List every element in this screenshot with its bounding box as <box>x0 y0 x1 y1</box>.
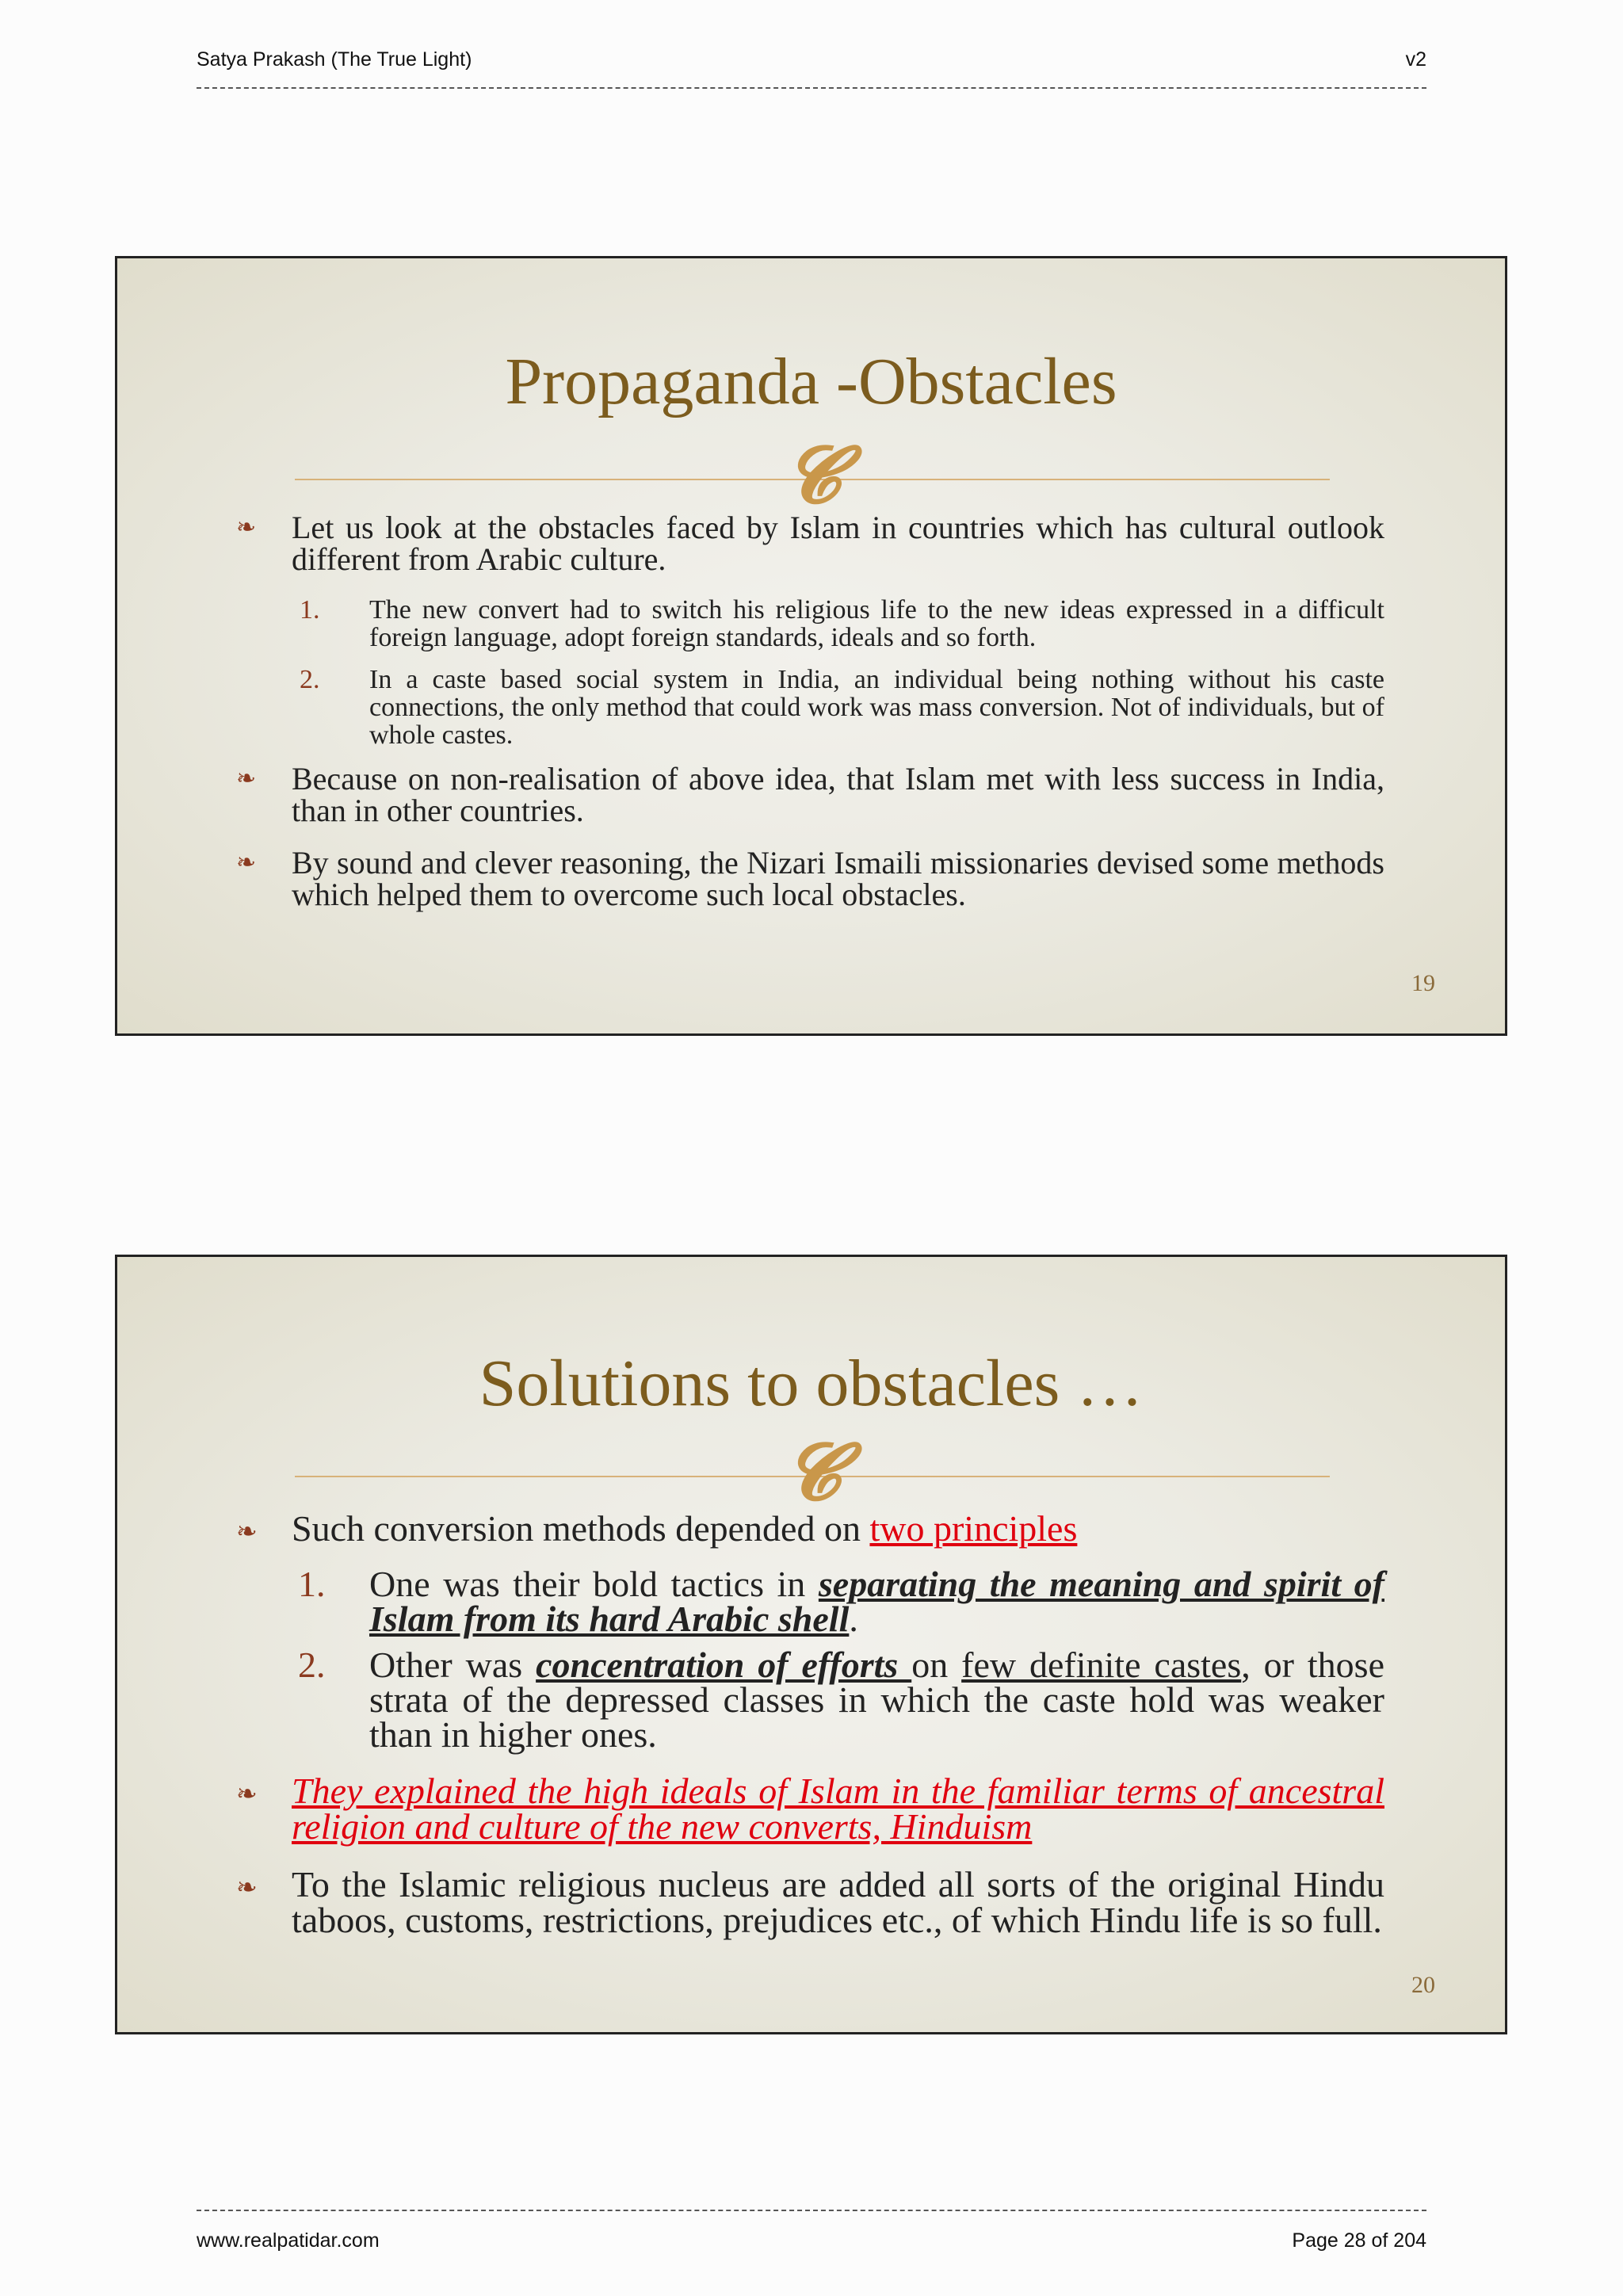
flourish-ornament-icon: 𝓒 <box>785 1427 840 1518</box>
footer-website: www.realpatidar.com <box>197 2229 380 2252</box>
fleuron-bullet-icon: ❧ <box>236 765 257 793</box>
slide-title: Propaganda -Obstacles <box>505 345 1117 418</box>
item-text-end: , or those strata of the depressed classes in which the caste hold was weaker than in higher ones. <box>369 1645 1384 1755</box>
bullet-text: To the Islamic religious nucleus are added all sorts of the original Hindu taboos, customs, restrictions, prejudices etc., of which Hindu life is so full. <box>292 1864 1384 1940</box>
bullet-item <box>117 1508 1505 1549</box>
underlined-phrase: few definite castes <box>961 1645 1242 1685</box>
bullet-item <box>117 1866 1505 1938</box>
flourish-ornament-icon: 𝓒 <box>785 430 840 521</box>
item-number: 2. <box>298 1645 326 1685</box>
numbered-list <box>117 1564 1505 1755</box>
item-text-mid: on <box>911 1645 962 1685</box>
bullet-text: Let us look at the obstacles faced by Islam in countries which has cultural outlook different from Arabic culture. <box>292 510 1384 577</box>
emphasized-phrase: separating the meaning and spirit of Islam from its hard Arabic shell <box>369 1564 1384 1639</box>
fleuron-bullet-icon: ❧ <box>236 1872 258 1902</box>
footer-divider <box>197 2210 1426 2211</box>
fleuron-bullet-icon: ❧ <box>236 849 257 877</box>
document-header-title: Satya Prakash (The True Light) <box>197 48 472 71</box>
bullet-item <box>117 763 1505 827</box>
slide-body <box>117 512 1505 931</box>
numbered-list <box>117 596 1505 749</box>
slide-body <box>117 1508 1505 1960</box>
slide-title: Solutions to obstacles … <box>479 1347 1144 1420</box>
item-number: 1. <box>300 595 320 625</box>
slide-19 <box>115 256 1507 1036</box>
item-text: In a caste based social system in India, an individual being nothing without his caste connections, the only method that could work was mass conversion. Not of individuals, but of whole castes. <box>369 665 1384 750</box>
fleuron-bullet-icon: ❧ <box>236 1778 258 1809</box>
slide-number: 20 <box>1411 1972 1435 1998</box>
emphasized-phrase: concentration of efforts <box>536 1645 912 1685</box>
bullet-text: Because on non-realisation of above idea, that Islam met with less success in India, than in other countries. <box>292 761 1384 828</box>
fleuron-bullet-icon: ❧ <box>236 1516 258 1546</box>
slide-number: 19 <box>1411 970 1435 996</box>
bullet-item <box>117 847 1505 911</box>
header-divider <box>197 87 1426 89</box>
slide-20 <box>115 1255 1507 2034</box>
numbered-item <box>117 596 1505 651</box>
footer-page-number: Page 28 of 204 <box>1292 2229 1426 2252</box>
document-header-version: v2 <box>1405 48 1426 71</box>
item-text: One was their bold tactics in <box>369 1564 819 1604</box>
highlighted-phrase: two principles <box>869 1508 1078 1549</box>
bullet-item <box>117 1771 1505 1847</box>
item-number: 1. <box>298 1564 326 1604</box>
numbered-item <box>117 1564 1505 1639</box>
item-text: The new convert had to switch his religious life to the new ideas expressed in a difficult foreign language, adopt foreign standards, ideals and so forth. <box>369 595 1384 652</box>
bullet-text: Such conversion methods depended on <box>292 1508 870 1549</box>
numbered-item <box>117 666 1505 749</box>
bullet-item <box>117 512 1505 575</box>
item-text: Other was <box>369 1645 537 1685</box>
bullet-text: By sound and clever reasoning, the Nizari Ismaili missionaries devised some methods which helped them to overcome such local obstacles. <box>292 845 1384 912</box>
highlighted-bullet-text: They explained the high ideals of Islam in the familiar terms of ancestral religion and culture of the new converts, Hinduism <box>292 1771 1384 1847</box>
item-text-end: . <box>849 1599 858 1639</box>
fleuron-bullet-icon: ❧ <box>236 514 257 541</box>
numbered-item <box>117 1645 1505 1755</box>
item-number: 2. <box>300 665 320 694</box>
